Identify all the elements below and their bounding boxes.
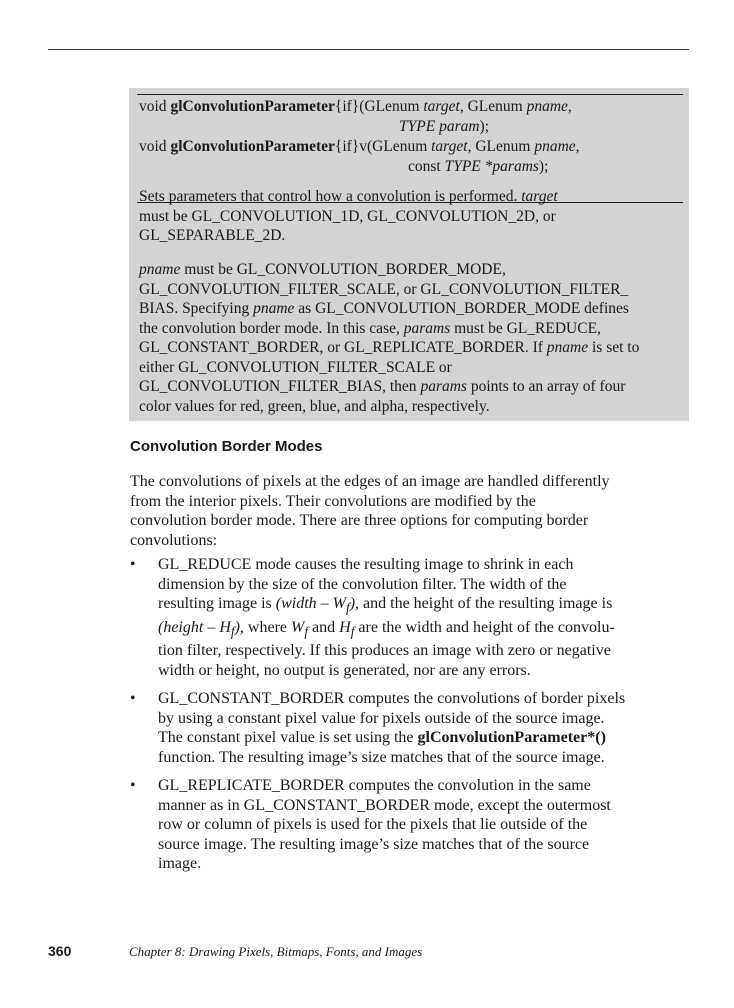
text-line: the convolution border mode. In this case, params must be GL_REDUCE, bbox=[139, 319, 601, 337]
text-line: function. The resulting image’s size matches that of the source image. bbox=[158, 748, 605, 766]
text-line: GL_CONSTANT_BORDER computes the convolutions of border pixels bbox=[158, 690, 626, 708]
text-line: GL_SEPARABLE_2D. bbox=[139, 227, 286, 244]
function-description-2 bbox=[139, 260, 685, 416]
text-line: (height – $H_f$), where $W_f$ and $H_f$ are the width and height of the convolu- bbox=[158, 618, 615, 639]
border-modes-list bbox=[130, 555, 690, 883]
text-line: row or column of pixels is used for the pixels that lie outside of the bbox=[158, 816, 588, 834]
function-signature-scalar: void glConvolutionParameter{if}(GLenum target, GLenum pname, bbox=[139, 98, 572, 115]
text-line: BIAS. Specifying pname as GL_CONVOLUTION_BORDER_MODE defines bbox=[139, 300, 629, 317]
bullet-icon: • bbox=[130, 556, 136, 573]
function-signature-vector-continued: const TYPE *params); bbox=[408, 158, 549, 175]
bullet-icon: • bbox=[130, 690, 136, 708]
bullet-icon: • bbox=[130, 777, 136, 795]
text-line: convolutions: bbox=[130, 531, 218, 549]
page-number: 360 bbox=[48, 943, 72, 959]
text-line: GL_REDUCE mode causes the resulting image to shrink in each bbox=[158, 556, 574, 573]
function-signature-scalar-continued: TYPE param); bbox=[399, 118, 490, 135]
text-line: convolution border mode. There are three options for computing border bbox=[130, 512, 589, 529]
text-line: image. bbox=[158, 855, 202, 873]
text-line: source image. The resulting image’s size matches that of the source bbox=[158, 835, 590, 853]
text-line: must be GL_CONVOLUTION_1D, GL_CONVOLUTION_2D, or bbox=[139, 207, 556, 225]
function-signature-vector: void glConvolutionParameter{if}v(GLenum target, GLenum pname, bbox=[139, 138, 580, 155]
function-description-1 bbox=[139, 187, 685, 246]
text-line: manner as in GL_CONSTANT_BORDER mode, except the outermost bbox=[158, 796, 611, 814]
list-item-constant-border bbox=[130, 689, 690, 767]
text-line: width or height, no output is generated, nor are any errors. bbox=[158, 661, 531, 679]
text-line: The constant pixel value is set using the glConvolutionParameter*() bbox=[158, 729, 606, 747]
function-reference-box bbox=[129, 88, 689, 421]
text-line: GL_CONVOLUTION_FILTER_BIAS, then params points to an array of four bbox=[139, 378, 626, 395]
intro-paragraph bbox=[130, 472, 690, 550]
text-line: GL_CONSTANT_BORDER, or GL_REPLICATE_BORDER. If pname is set to bbox=[139, 339, 640, 356]
text-line: resulting image is (width – $W_f$), and the height of the resulting image is bbox=[158, 595, 613, 616]
running-footer-title: Chapter 8: Drawing Pixels, Bitmaps, Fonts, and Images bbox=[129, 944, 423, 959]
header-rule bbox=[48, 49, 689, 50]
text-line: Sets parameters that control how a convolution is performed. target bbox=[139, 188, 558, 205]
text-line: by using a constant pixel value for pixels outside of the source image. bbox=[158, 709, 605, 727]
text-line: pname must be GL_CONVOLUTION_BORDER_MODE, bbox=[139, 261, 506, 278]
text-line: from the interior pixels. Their convolutions are modified by the bbox=[130, 492, 536, 510]
text-line: tion filter, respectively. If this produces an image with zero or negative bbox=[158, 642, 611, 660]
list-item-replicate-border bbox=[130, 776, 690, 874]
text-line: The convolutions of pixels at the edges of an image are handled differently bbox=[130, 473, 610, 490]
text-line: color values for red, green, blue, and alpha, respectively. bbox=[139, 397, 490, 415]
text-line: GL_REPLICATE_BORDER computes the convolution in the same bbox=[158, 777, 591, 795]
text-line: either GL_CONVOLUTION_FILTER_SCALE or bbox=[139, 358, 452, 376]
text-line: dimension by the size of the convolution filter. The width of the bbox=[158, 575, 567, 593]
text-line: GL_CONVOLUTION_FILTER_SCALE, or GL_CONVOLUTION_FILTER_ bbox=[139, 280, 629, 298]
box-top-rule bbox=[137, 94, 683, 95]
list-item-reduce bbox=[130, 555, 690, 680]
section-heading: Convolution Border Modes bbox=[130, 438, 323, 455]
